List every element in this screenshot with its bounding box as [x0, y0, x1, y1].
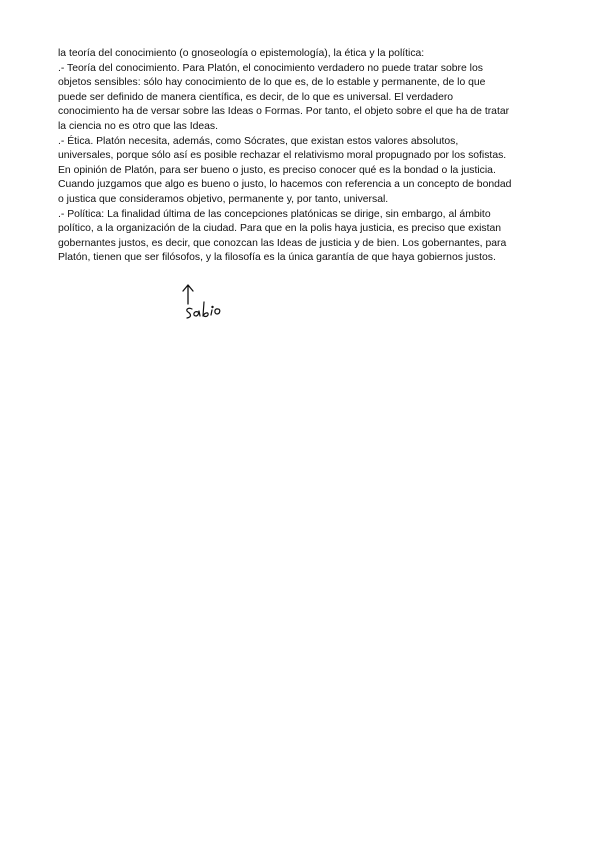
- text-line: la ciencia no es otro que las Ideas.: [58, 120, 218, 132]
- text-line: universales, porque sólo así es posible rechazar el relativismo moral propugnado por los sofistas.: [58, 150, 507, 162]
- text-line: gobernantes justos, es decir, que conozcan las Ideas de justicia y de bien. Los gobernantes, para: [58, 237, 507, 249]
- handwritten-word-icon: [187, 302, 220, 318]
- body-text: [58, 47, 558, 266]
- text-line: la teoría del conocimiento (o gnoseología o epistemología), la ética y la política:: [58, 48, 425, 59]
- text-line: puede ser definido de manera científica, es decir, de lo que es universal. El verdadero: [58, 91, 454, 103]
- text-line: Cuando juzgamos que algo es bueno o justo, lo hacemos con referencia a un concepto de bondad: [58, 179, 512, 191]
- handwritten-sabio-drawing: [178, 282, 238, 327]
- text-line: objetos sensibles: sólo hay conocimiento de lo que es, de lo estable y permanente, de lo que: [58, 77, 486, 89]
- text-line: En opinión de Platón, para ser bueno o justo, es preciso conocer qué es la bondad o la justicia.: [58, 164, 496, 176]
- text-line: .- Teoría del conocimiento. Para Platón, el conocimiento verdadero no puede tratar sobre los: [58, 62, 483, 74]
- text-line: Platón, tienen que ser filósofos, y la filosofía es la única garantía de que haya gobiernos justos.: [58, 252, 496, 264]
- text-line: .- Política: La finalidad última de las concepciones platónicas se dirige, sin embargo, al ámbito: [58, 208, 491, 220]
- text-line: conocimiento ha de versar sobre las Ideas o Formas. Por tanto, el objeto sobre el que ha de tratar: [58, 106, 510, 118]
- handwritten-annotation: [178, 282, 238, 327]
- text-line: .- Ética. Platón necesita, además, como Sócrates, que existan estos valores absolutos,: [58, 135, 459, 147]
- text-line: político, a la organización de la ciudad. Para que en la polis haya justicia, es preciso que existan: [58, 223, 502, 235]
- arrow-up-icon: [183, 285, 193, 304]
- text-line: o justica que consideramos objetivo, permanente y, por tanto, universal.: [58, 193, 389, 205]
